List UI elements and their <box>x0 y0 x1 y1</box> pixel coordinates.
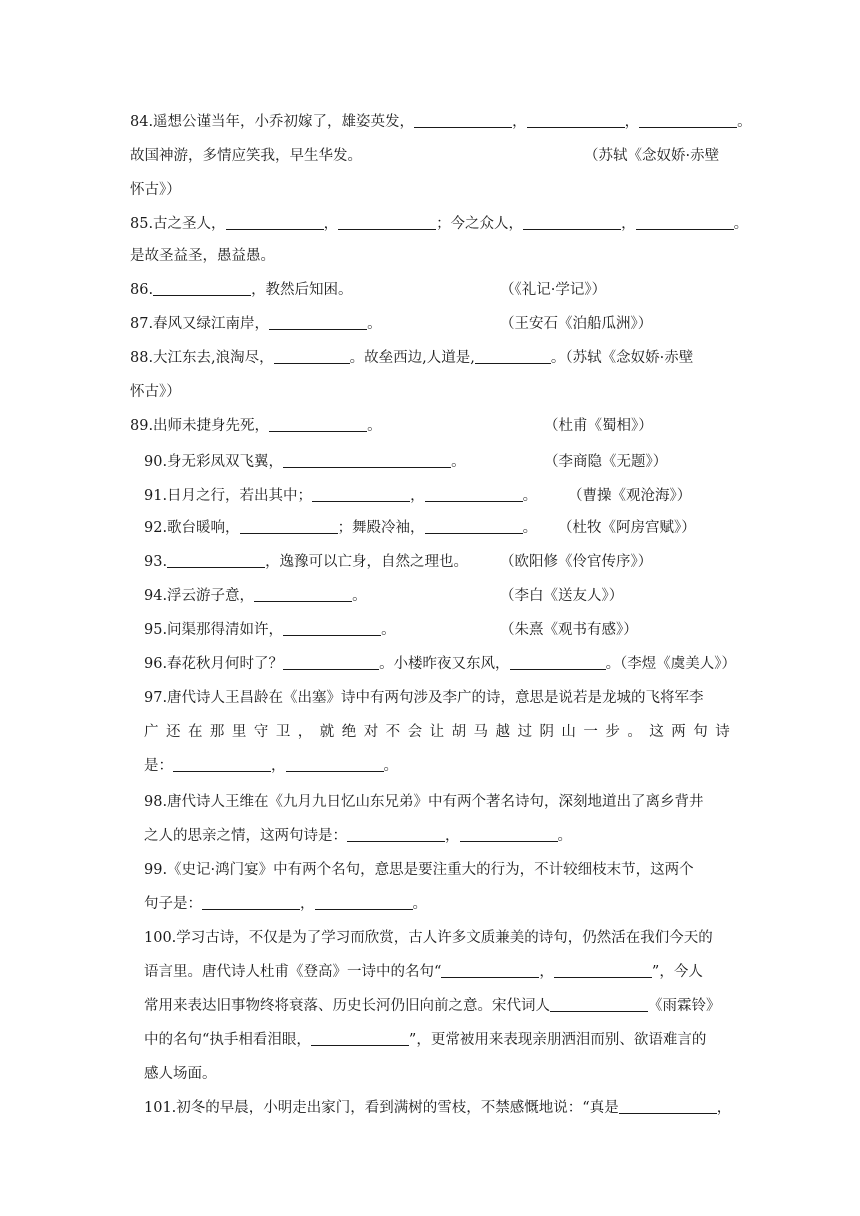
answer-blank[interactable] <box>550 997 648 1012</box>
answer-blank[interactable] <box>338 215 436 230</box>
justified-char: 对 <box>363 724 379 740</box>
justified-char: 阴 <box>539 724 554 740</box>
source-citation: （王安石《泊船瓜洲》） <box>500 316 653 332</box>
justified-char: 诗 <box>715 724 730 740</box>
answer-blank[interactable] <box>425 519 523 534</box>
justified-char: 广 <box>144 724 159 740</box>
justified-char: 会 <box>407 724 423 740</box>
answer-blank[interactable] <box>312 487 410 502</box>
question-100-line-1: 100.学习古诗，不仅是为了学习而欣赏，古人许多文质兼美的诗句，仍然活在我们今天的 <box>144 930 713 946</box>
answer-blank[interactable] <box>475 349 551 364</box>
answer-blank[interactable] <box>639 113 737 128</box>
answer-blank[interactable] <box>460 827 558 842</box>
question-94: 94.浮云游子意， 。 （李白《送友人》） <box>144 588 624 604</box>
source-citation: （李白《送友人》） <box>500 588 624 604</box>
justified-char: 两 <box>671 724 686 740</box>
justified-char: 过 <box>517 724 532 740</box>
justified-char: 步 <box>605 724 620 740</box>
answer-blank[interactable] <box>283 453 451 468</box>
question-97-line-1: 97.唐代诗人王昌龄在《出塞》诗中有两句涉及李广的诗，意思是说若是龙城的飞将军李 <box>144 690 704 706</box>
answer-blank[interactable] <box>226 215 324 230</box>
question-90: 90.身无彩凤双飞翼， 。 （李商隐《无题》） <box>144 454 668 470</box>
question-89: 89.出师未捷身先死， 。 （杜甫《蜀相》） <box>130 418 653 434</box>
source-citation: （杜甫《蜀相》） <box>544 418 653 434</box>
answer-blank[interactable] <box>173 757 271 772</box>
answer-blank[interactable] <box>347 827 445 842</box>
question-84-line-1: 84.遥想公谨当年，小乔初嫁了，雄姿英发， ， ， 。 <box>130 114 752 130</box>
question-99-line-1: 99.《史记·鸿门宴》中有两个名句，意思是要注重大的行为，不计较细枝末节，这两个 <box>144 862 694 878</box>
answer-blank[interactable] <box>283 621 381 636</box>
justified-char: 还 <box>165 724 181 740</box>
justified-char: 句 <box>693 724 708 740</box>
justified-char: 一 <box>583 724 598 740</box>
question-85-line-1: 85.古之圣人， ， ；今之众人， ， 。 <box>130 216 749 232</box>
source-citation: （朱熹《观书有感》） <box>500 622 638 638</box>
answer-blank[interactable] <box>425 487 523 502</box>
justified-char: ， <box>297 724 313 740</box>
answer-blank[interactable] <box>414 113 512 128</box>
answer-blank[interactable] <box>554 963 652 978</box>
justified-char: 绝 <box>341 724 357 740</box>
answer-blank[interactable] <box>254 587 352 602</box>
answer-blank[interactable] <box>167 553 265 568</box>
question-98-line-2: 之人的思亲之情，这两句诗是： ， 。 <box>144 828 572 844</box>
question-87: 87.春风又绿江南岸， 。 （王安石《泊船瓜洲》） <box>130 316 653 332</box>
answer-blank[interactable] <box>527 113 625 128</box>
question-100-line-5: 感人场面。 <box>144 1066 217 1082</box>
justified-char: 那 <box>209 724 225 740</box>
source-citation: （苏轼《念奴娇·赤壁 <box>584 148 720 164</box>
justified-char: 这 <box>649 724 664 740</box>
question-97-line-3: 是： ， 。 <box>144 758 398 774</box>
justified-char: 不 <box>385 724 401 740</box>
answer-blank[interactable] <box>510 655 606 670</box>
justified-char: 守 <box>253 724 269 740</box>
question-97-line-2 <box>144 722 744 742</box>
answer-blank[interactable] <box>636 215 734 230</box>
question-85-line-2: 是故圣益圣，愚益愚。 <box>130 248 275 264</box>
justified-char: 。 <box>627 724 642 740</box>
answer-blank[interactable] <box>202 895 300 910</box>
question-84-line-2: 故国神游，多情应笑我，早生华发。 （苏轼《念奴娇·赤壁 <box>130 148 720 164</box>
question-98-line-1: 98.唐代诗人王维在《九月九日忆山东兄弟》中有两个著名诗句，深刻地道出了离乡背井 <box>144 794 704 810</box>
answer-blank[interactable] <box>240 519 338 534</box>
question-88-line-2: 怀古》） <box>130 384 181 400</box>
answer-blank[interactable] <box>269 417 367 432</box>
question-86: 86. ，教然后知困。 （《礼记·学记》） <box>130 282 607 298</box>
answer-blank[interactable] <box>283 655 379 670</box>
question-100-line-2: 语言里。唐代诗人杜甫《登高》一诗中的名句“ ， ”，今人 <box>144 964 703 980</box>
answer-blank[interactable] <box>153 281 251 296</box>
source-citation: （欧阳修《伶官传序》） <box>500 554 653 570</box>
question-84-line-3: 怀古》） <box>130 182 181 198</box>
source-citation: （杜牧《阿房宫赋》） <box>558 520 696 536</box>
question-101-line-1: 101.初冬的早晨，小明走出家门，看到满树的雪枝，不禁感慨地说：“真是 ， <box>144 1100 732 1116</box>
justified-char: 就 <box>319 724 335 740</box>
question-91: 91.日月之行，若出其中； ， 。 （曹操《观沧海》） <box>144 488 692 504</box>
justified-char: 卫 <box>275 724 291 740</box>
answer-blank[interactable] <box>441 963 539 978</box>
justified-char: 让 <box>429 724 445 740</box>
justified-char: 马 <box>473 724 489 740</box>
question-95: 95.问渠那得清如许， 。 （朱熹《观书有感》） <box>144 622 638 638</box>
answer-blank[interactable] <box>619 1099 717 1114</box>
question-100-line-4: 中的名句“执手相看泪眼， ”，更常被用来表现亲朋洒泪而别、欲语难言的 <box>144 1032 707 1048</box>
answer-blank[interactable] <box>315 895 413 910</box>
source-citation: （《礼记·学记》） <box>500 282 607 298</box>
justified-char: 里 <box>231 724 247 740</box>
question-92: 92.歌台暖响， ；舞殿冷袖， 。 （杜牧《阿房宫赋》） <box>144 520 696 536</box>
answer-blank[interactable] <box>269 315 367 330</box>
question-99-line-2: 句子是： ， 。 <box>144 896 427 912</box>
justified-char: 胡 <box>451 724 467 740</box>
answer-blank[interactable] <box>274 349 350 364</box>
answer-blank[interactable] <box>523 215 621 230</box>
source-citation: （曹操《观沧海》） <box>568 488 692 504</box>
question-96: 96.春花秋月何时了？ 。小楼昨夜又东风， 。（李煜《虞美人》） <box>144 656 737 672</box>
source-citation: （李商隐《无题》） <box>544 454 668 470</box>
answer-blank[interactable] <box>311 1031 409 1046</box>
answer-blank[interactable] <box>286 757 384 772</box>
question-88-line-1: 88.大江东去,浪淘尽， 。故垒西边,人道是, 。（苏轼《念奴娇·赤壁 <box>130 350 694 366</box>
question-100-line-3: 常用来表达旧事物终将衰落、历史长河仍旧向前之意。宋代词人 《雨霖铃》 <box>144 998 721 1014</box>
justified-char: 越 <box>495 724 510 740</box>
justified-char: 山 <box>561 724 576 740</box>
question-93: 93. ，逸豫可以亡身，自然之理也。 （欧阳修《伶官传序》） <box>144 554 653 570</box>
justified-char: 在 <box>187 724 203 740</box>
